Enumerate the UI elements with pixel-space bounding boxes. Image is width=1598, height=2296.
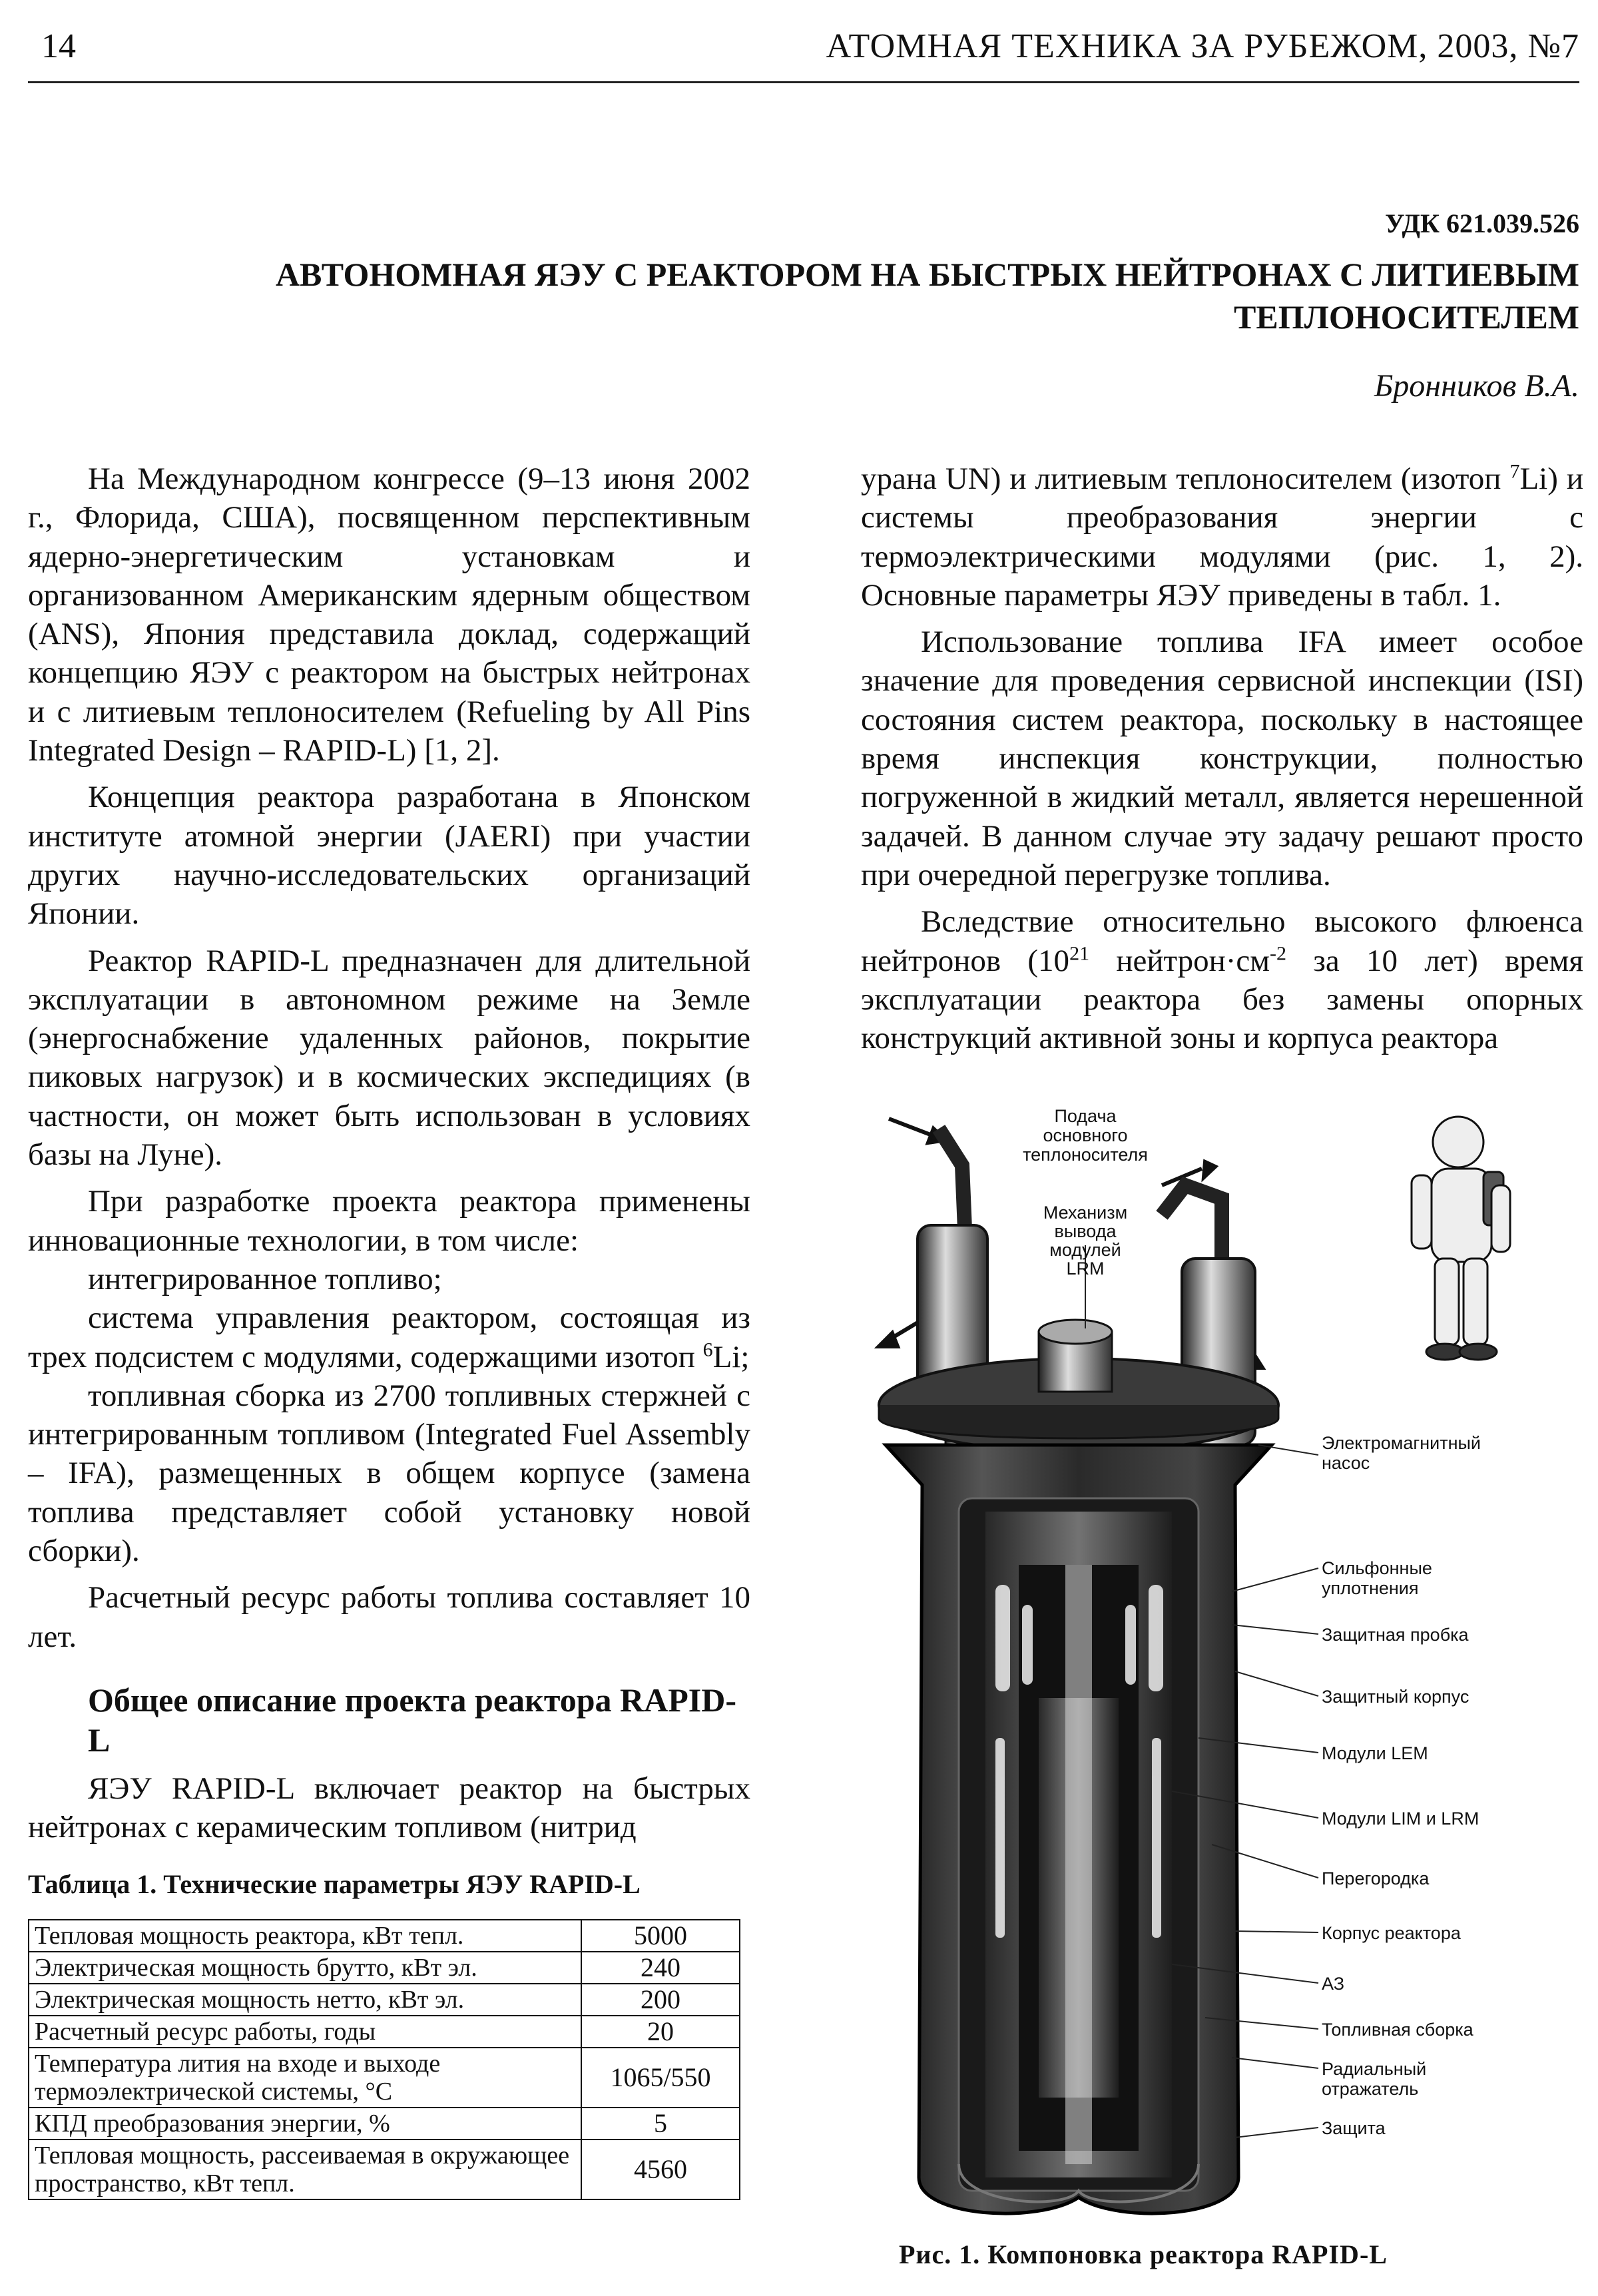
value-cell: 1065/550	[581, 2048, 740, 2108]
table-row	[29, 2140, 740, 2199]
exponent: -2	[1270, 942, 1287, 964]
list-item-text: Li;	[712, 1339, 750, 1374]
reactor-diagram	[859, 1099, 1591, 2231]
label-mech-4: LRM	[1066, 1259, 1105, 1279]
paragraph-text: урана UN) и литиевым теплоносителем (изотоп	[861, 461, 1510, 496]
paragraph: Концепция реактора разработана в Японском институте атомной энергии (JAERI) при участии других научно-исследовательских организаций Японии.	[28, 780, 750, 932]
journal-title: АТОМНАЯ ТЕХНИКА ЗА РУБЕЖОМ, 2003, №7	[826, 27, 1579, 65]
label-seal-2: уплотнения	[1322, 1578, 1419, 1598]
value-cell: 200	[581, 1984, 740, 2016]
label-mech-3: модулей	[1049, 1240, 1121, 1260]
param-cell: Тепловая мощность реактора, кВт тепл.	[29, 1920, 581, 1952]
udk-code: УДК 621.039.526	[1385, 208, 1579, 238]
label-mech-1: Механизм	[1043, 1203, 1128, 1223]
table-row	[29, 2048, 740, 2108]
label-partition: Перегородка	[1322, 1868, 1430, 1888]
value-cell: 5	[581, 2108, 740, 2140]
paragraph-text: Li) и системы преобразования энергии с термоэлектрическими модулями (рис. 1, 2). Основные параметры ЯЭУ приведены в табл. 1.	[861, 461, 1583, 613]
paragraph-text: за 10 лет) время эксплуатации реактора без замены опорных конструкций активной зоны и корпуса реактора	[861, 943, 1583, 1056]
section-heading: Общее описание проекта реактора RAPID-L	[88, 1681, 736, 1759]
title-line-1: АВТОНОМНАЯ ЯЭУ С РЕАКТОРОМ НА БЫСТРЫХ НЕЙТРОНАХ С ЛИТИЕВЫМ	[275, 256, 1579, 293]
running-head	[28, 21, 1579, 83]
parameters-table	[28, 1919, 740, 2200]
paragraph: Расчетный ресурс работы топлива составляет 10 лет.	[28, 1580, 750, 1654]
paragraph: При разработке проекта реактора применены инновационные технологии, в том числе:	[28, 1184, 750, 1258]
table-caption: Таблица 1. Технические параметры ЯЭУ RAPID-L	[28, 1869, 641, 1899]
paragraph	[861, 459, 1583, 615]
paragraph: Реактор RAPID-L предназначен для длительной эксплуатации в автономном режиме на Земле (энергоснабжение удаленных районов, покрытие пиковых нагрузок) и в космических экспедициях (в частности, он может быть использован в условиях базы на Луне).	[28, 943, 750, 1173]
label-lem: Модули LEM	[1322, 1743, 1428, 1763]
right-column	[861, 459, 1583, 1065]
value-cell: 240	[581, 1952, 740, 1984]
value-cell: 20	[581, 2016, 740, 2048]
author: Бронников В.А.	[1374, 368, 1579, 404]
label-core: АЗ	[1322, 1974, 1345, 1994]
param-cell: КПД преобразования энергии, %	[29, 2108, 581, 2140]
label-feed-2: основного	[1043, 1125, 1128, 1145]
label-pump-1: Электромагнитный	[1322, 1433, 1481, 1453]
exponent: 21	[1069, 942, 1090, 964]
list-item: топливная сборка из 2700 топливных стержней с интегрированным топливом (Integrated Fuel Assembly – IFA), размещенных в общем корпусе (замена топлива представляет собой установку новой сборки).	[28, 1378, 750, 1569]
label-plug: Защитная пробка	[1322, 1625, 1469, 1645]
param-cell: Тепловая мощность, рассеиваемая в окружающее пространство, кВт тепл.	[29, 2140, 581, 2199]
label-refl-1: Радиальный	[1322, 2059, 1427, 2079]
value-cell: 4560	[581, 2140, 740, 2199]
label-refl-2: отражатель	[1322, 2079, 1419, 2099]
table-row	[29, 1952, 740, 1984]
paragraph-text: нейтрон·см	[1089, 943, 1270, 978]
value-cell: 5000	[581, 1920, 740, 1952]
paragraph: ЯЭУ RAPID-L включает реактор на быстрых нейтронах с керамическим топливом (нитрид	[28, 1771, 750, 1845]
left-column	[28, 459, 750, 1855]
label-feed-1: Подача	[1054, 1106, 1117, 1126]
isotope-superscript: 7	[1509, 460, 1520, 483]
isotope-superscript: 6	[702, 1338, 713, 1360]
list-item-text: система управления реактором, состоящая из трех подсистем с модулями, содержащими изотоп	[28, 1300, 750, 1374]
param-cell: Электрическая мощность нетто, кВт эл.	[29, 1984, 581, 2016]
label-fuel: Топливная сборка	[1322, 2020, 1473, 2040]
reactor-vessel	[886, 1445, 1272, 2213]
list-item: интегрированное топливо;	[88, 1261, 442, 1296]
label-lim: Модули LIM и LRM	[1322, 1809, 1479, 1829]
astronaut-icon	[1412, 1117, 1510, 1360]
table-row	[29, 1984, 740, 2016]
title-line-2: ТЕПЛОНОСИТЕЛЕМ	[1234, 298, 1579, 336]
label-feed-3: теплоносителя	[1023, 1145, 1148, 1165]
page-number: 14	[41, 27, 76, 65]
table-row	[29, 2016, 740, 2048]
label-shield-case: Защитный корпус	[1322, 1687, 1469, 1707]
label-vessel: Корпус реактора	[1322, 1923, 1461, 1943]
label-mech-2: вывода	[1054, 1221, 1117, 1241]
paragraph: Использование топлива IFA имеет особое значение для проведения сервисной инспекции (ISI) состояния систем реактора, поскольку в настоящее время инспекция конструкции, полностью погруженной в жидкий металл, является нерешенной задачей. В данном случае эту задачу решают просто при очередной перегрузке топлива.	[861, 625, 1583, 892]
paragraph: На Международном конгрессе (9–13 июня 2002 г., Флорида, США), посвященном перспективным ядерно-энергетическим установкам и организованном Американским ядерным обществом (ANS), Япония представила доклад, содержащий концепцию ЯЭУ с реактором на быстрых нейтронах и с литиевым теплоносителем (Refueling by All Pins Integrated Design – RAPID-L) [1, 2].	[28, 461, 750, 768]
paragraph-text: Вследствие относительно высокого флюенса нейтронов (10	[861, 904, 1583, 978]
paragraph	[861, 902, 1583, 1057]
label-protection: Защита	[1322, 2118, 1386, 2138]
table-row	[29, 1920, 740, 1952]
param-cell: Температура лития на входе и выходе термоэлектрической системы, °C	[29, 2048, 581, 2108]
figure-caption: Рис. 1. Компоновка реактора RAPID-L	[899, 2239, 1388, 2269]
table-body	[29, 1920, 740, 2199]
label-pump-2: насос	[1322, 1453, 1370, 1473]
param-cell: Расчетный ресурс работы, годы	[29, 2016, 581, 2048]
table-row	[29, 2108, 740, 2140]
reactor-figure	[859, 1099, 1591, 2231]
param-cell: Электрическая мощность брутто, кВт эл.	[29, 1952, 581, 1984]
label-seal-1: Сильфонные	[1322, 1558, 1432, 1578]
list-item	[28, 1298, 750, 1376]
article-title	[240, 253, 1579, 338]
